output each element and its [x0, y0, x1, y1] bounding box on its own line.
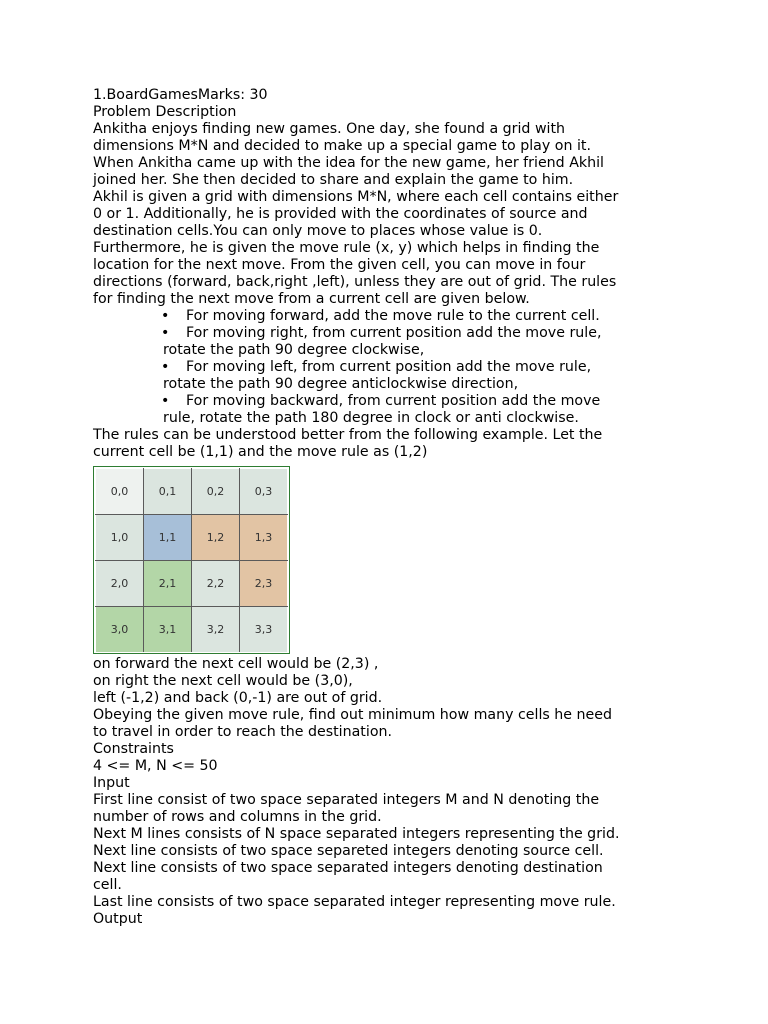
bullet-item [93, 359, 753, 376]
paragraph-line: Ankitha enjoys finding new games. One day, she found a grid with [93, 121, 566, 137]
problem-title: 1.BoardGamesMarks: 30 [93, 87, 268, 103]
grid-cell: 0,3 [240, 469, 287, 514]
section-heading: Problem Description [93, 104, 237, 120]
bullet-text: For moving forward, add the move rule to the current cell. [186, 308, 600, 324]
paragraph-line: First line consist of two space separated integers M and N denoting the [93, 792, 600, 808]
grid-cell: 0,1 [144, 469, 191, 514]
paragraph-line: destination cells.You can only move to places whose value is 0. [93, 223, 543, 239]
paragraph-line: on right the next cell would be (3,0), [93, 673, 353, 689]
paragraph-line: Akhil is given a grid with dimensions M*N, where each cell contains either [93, 189, 619, 205]
paragraph-line: Furthermore, he is given the move rule (x, y) which helps in finding the [93, 240, 600, 256]
paragraph-line: Obeying the given move rule, find out minimum how many cells he need [93, 707, 612, 723]
grid-cell: 2,3 [240, 561, 287, 606]
bullet-icon: • [161, 308, 170, 324]
grid-line [95, 560, 288, 561]
grid-line [239, 468, 240, 652]
paragraph-line: for finding the next move from a current cell are given below. [93, 291, 530, 307]
paragraph-line: location for the next move. From the given cell, you can move in four [93, 257, 586, 273]
paragraph-line: When Ankitha came up with the idea for the new game, her friend Akhil [93, 155, 604, 171]
grid-cell: 2,1 [144, 561, 191, 606]
bullet-continuation: rotate the path 90 degree anticlockwise direction, [163, 376, 519, 392]
bullet-text: For moving left, from current position add the move rule, [186, 359, 592, 375]
grid-cell: 1,2 [192, 515, 239, 560]
bullet-item [93, 308, 753, 325]
paragraph-line: directions (forward, back,right ,left), unless they are out of grid. The rules [93, 274, 617, 290]
paragraph-line: cell. [93, 877, 122, 893]
bullet-icon: • [161, 359, 170, 375]
bullet-text: For moving right, from current position add the move rule, [186, 325, 602, 341]
paragraph-line: Next M lines consists of N space separated integers representing the grid. [93, 826, 620, 842]
paragraph-line: joined her. She then decided to share and explain the game to him. [93, 172, 574, 188]
paragraph-line: left (-1,2) and back (0,-1) are out of grid. [93, 690, 383, 706]
bullet-icon: • [161, 325, 170, 341]
paragraph-line: Next line consists of two space separeted integers denoting source cell. [93, 843, 604, 859]
paragraph-line: current cell be (1,1) and the move rule as (1,2) [93, 444, 428, 460]
paragraph-line: Next line consists of two space separated integers denoting destination [93, 860, 603, 876]
grid-cell: 2,0 [96, 561, 143, 606]
grid-cell: 3,1 [144, 607, 191, 652]
bullet-item [93, 393, 753, 410]
bullet-item [93, 325, 753, 342]
paragraph-line: Last line consists of two space separated integer representing move rule. [93, 894, 616, 910]
example-grid-figure [93, 466, 290, 654]
bullet-continuation: rule, rotate the path 180 degree in clock or anti clockwise. [163, 410, 579, 426]
example-intro-text [93, 427, 753, 461]
grid-cell: 0,2 [192, 469, 239, 514]
grid-cell: 1,0 [96, 515, 143, 560]
grid-cell: 0,0 [96, 469, 143, 514]
bullet-continuation: rotate the path 90 degree clockwise, [163, 342, 425, 358]
constraints-heading: Constraints [93, 741, 174, 757]
constraint-line: 4 <= M, N <= 50 [93, 758, 218, 774]
paragraph-line: The rules can be understood better from the following example. Let the [93, 427, 603, 443]
paragraph-line: on forward the next cell would be (2,3) , [93, 656, 379, 672]
grid-cell: 3,3 [240, 607, 287, 652]
move-rules-list [93, 308, 753, 427]
document-page [93, 87, 753, 928]
problem-description-text [93, 87, 753, 308]
grid-cell: 2,2 [192, 561, 239, 606]
grid-cell: 1,1 [144, 515, 191, 560]
paragraph-line: number of rows and columns in the grid. [93, 809, 382, 825]
grid-line [95, 606, 288, 607]
grid-cell: 3,2 [192, 607, 239, 652]
problem-details-text [93, 656, 753, 928]
bullet-icon: • [161, 393, 170, 409]
paragraph-line: dimensions M*N and decided to make up a special game to play on it. [93, 138, 591, 154]
output-heading: Output [93, 911, 143, 927]
paragraph-line: to travel in order to reach the destination. [93, 724, 392, 740]
bullet-text: For moving backward, from current position add the move [186, 393, 601, 409]
paragraph-line: 0 or 1. Additionally, he is provided with the coordinates of source and [93, 206, 588, 222]
input-heading: Input [93, 775, 130, 791]
grid-cell: 1,3 [240, 515, 287, 560]
grid-cell: 3,0 [96, 607, 143, 652]
